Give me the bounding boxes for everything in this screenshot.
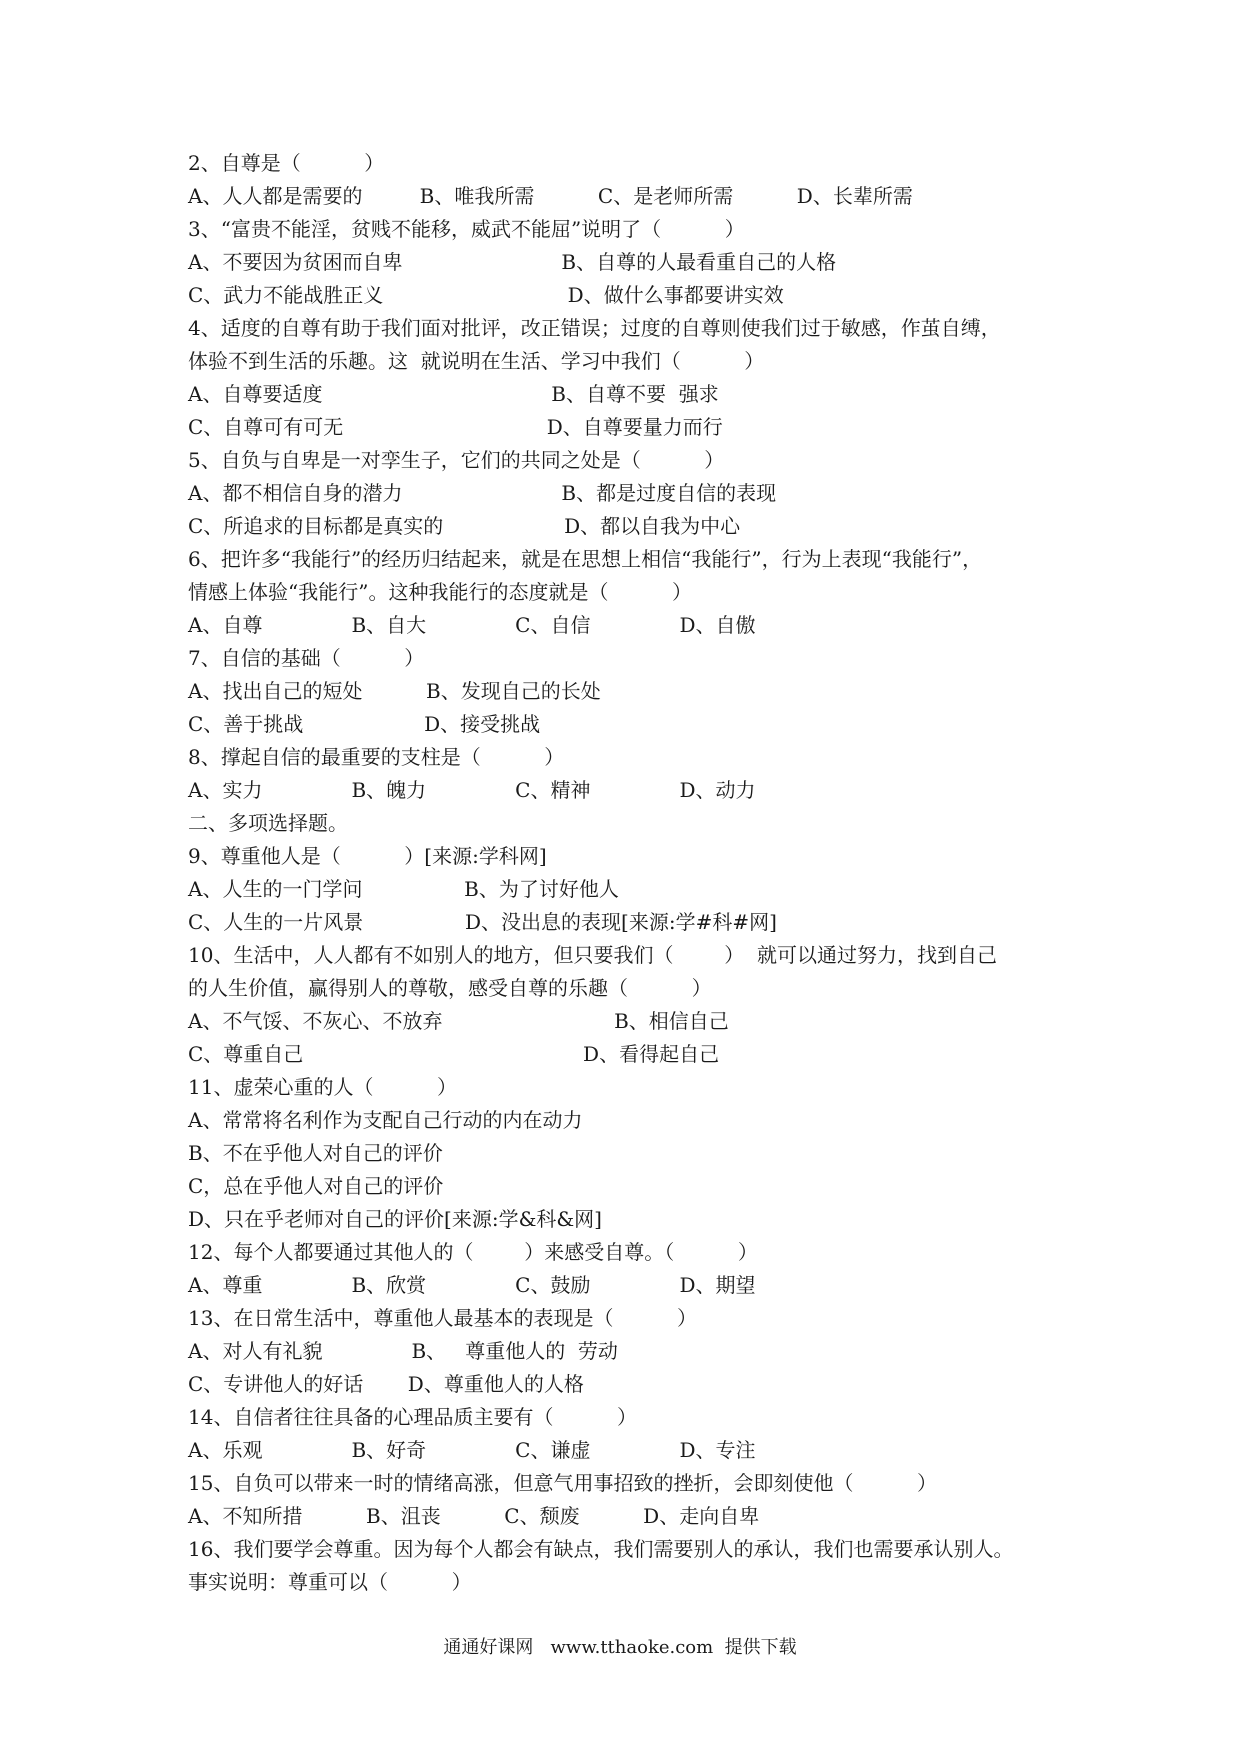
line-q6-options: A、自尊 B、自大 C、自信 D、自傲 — [188, 613, 756, 637]
line-q2-options: A、人人都是需要的 B、唯我所需 C、是老师所需 D、长辈所需 — [188, 184, 913, 208]
line-q13-options-ab: A、对人有礼貌 B、 尊重他人的 劳动 — [188, 1339, 618, 1363]
line-q2: 2、自尊是（ ） — [188, 151, 385, 175]
line-q7: 7、自信的基础（ ） — [188, 646, 425, 670]
line-q15-options: A、不知所措 B、沮丧 C、颓废 D、走向自卑 — [188, 1504, 760, 1528]
line-q4-cont: 体验不到生活的乐趣。这 就说明在生活、学习中我们（ ） — [188, 349, 765, 373]
line-q14-options: A、乐观 B、好奇 C、谦虚 D、专注 — [188, 1438, 756, 1462]
line-q6-cont: 情感上体验“我能行”。这种我能行的态度就是（ ） — [188, 580, 693, 604]
line-q3: 3、“富贵不能淫，贫贱不能移，威武不能屈”说明了（ ） — [188, 217, 745, 241]
line-q10-cont: 的人生价值，赢得别人的尊敬，感受自尊的乐趣（ ） — [188, 976, 712, 1000]
line-q8: 8、撑起自信的最重要的支柱是（ ） — [188, 745, 565, 769]
line-q3-options-cd: C、武力不能战胜正义 D、做什么事都要讲实效 — [188, 283, 784, 307]
line-q3-options-ab: A、不要因为贫困而自卑 B、自尊的人最看重自己的人格 — [188, 250, 837, 274]
line-q11-option-a: A、常常将名利作为支配自己行动的内在动力 — [188, 1108, 583, 1132]
line-q16: 16、我们要学会尊重。因为每个人都会有缺点，我们需要别人的承认，我们也需要承认别人。 — [188, 1537, 1014, 1561]
line-q14: 14、自信者往往具备的心理品质主要有（ ） — [188, 1405, 638, 1429]
line-q5-options-ab: A、都不相信自身的潜力 B、都是过度自信的表现 — [188, 481, 777, 505]
line-q7-options-cd: C、善于挑战 D、接受挑战 — [188, 712, 541, 736]
line-q4-options-cd: C、自尊可有可无 D、自尊要量力而行 — [188, 415, 723, 439]
line-q16-cont: 事实说明：尊重可以（ ） — [188, 1570, 472, 1594]
line-q9-options-ab: A、人生的一门学问 B、为了讨好他人 — [188, 877, 619, 901]
line-q6: 6、把许多“我能行”的经历归结起来，就是在思想上相信“我能行”，行为上表现“我能行”， — [188, 547, 983, 571]
line-q4-options-ab: A、自尊要适度 B、自尊不要 强求 — [188, 382, 719, 406]
line-q12: 12、每个人都要通过其他人的（ ）来感受自尊。（ ） — [188, 1240, 758, 1264]
line-q11-option-b: B、不在乎他人对自己的评价 — [188, 1141, 443, 1165]
line-q9-options-cd: C、人生的一片风景 D、没出息的表现[来源:学#科#网] — [188, 910, 777, 934]
line-q8-options: A、实力 B、魄力 C、精神 D、动力 — [188, 778, 756, 802]
line-q11-option-c: C，总在乎他人对自己的评价 — [188, 1174, 444, 1198]
line-q7-options-ab: A、找出自己的短处 B、发现自己的长处 — [188, 679, 601, 703]
line-q10-options-ab: A、不气馁、不灰心、不放弃 B、相信自己 — [188, 1009, 729, 1033]
line-q10-options-cd: C、尊重自己 D、看得起自己 — [188, 1042, 720, 1066]
line-q13: 13、在日常生活中，尊重他人最基本的表现是（ ） — [188, 1306, 698, 1330]
line-q11: 11、虚荣心重的人（ ） — [188, 1075, 458, 1099]
line-q5-options-cd: C、所追求的目标都是真实的 D、都以自我为中心 — [188, 514, 741, 538]
section-heading: 二、多项选择题。 — [188, 811, 348, 835]
line-q9: 9、尊重他人是（ ）[来源:学科网] — [188, 844, 547, 868]
line-q13-options-cd: C、专讲他人的好话 D、尊重他人的人格 — [188, 1372, 584, 1396]
line-q4: 4、适度的自尊有助于我们面对批评，改正错误；过度的自尊则使我们过于敏感，作茧自缚， — [188, 316, 1001, 340]
line-q10: 10、生活中，人人都有不如别人的地方，但只要我们（ ） 就可以通过努力，找到自己 — [188, 943, 998, 967]
line-q15: 15、自负可以带来一时的情绪高涨，但意气用事招致的挫折，会即刻使他（ ） — [188, 1471, 938, 1495]
page-footer: 通通好课网 www.tthaoke.com 提供下载 — [443, 1637, 797, 1658]
line-q5: 5、自负与自卑是一对孪生子，它们的共同之处是（ ） — [188, 448, 725, 472]
line-q11-option-d: D、只在乎老师对自己的评价[来源:学&科&网] — [188, 1207, 602, 1231]
line-q12-options: A、尊重 B、欣赏 C、鼓励 D、期望 — [188, 1273, 756, 1297]
